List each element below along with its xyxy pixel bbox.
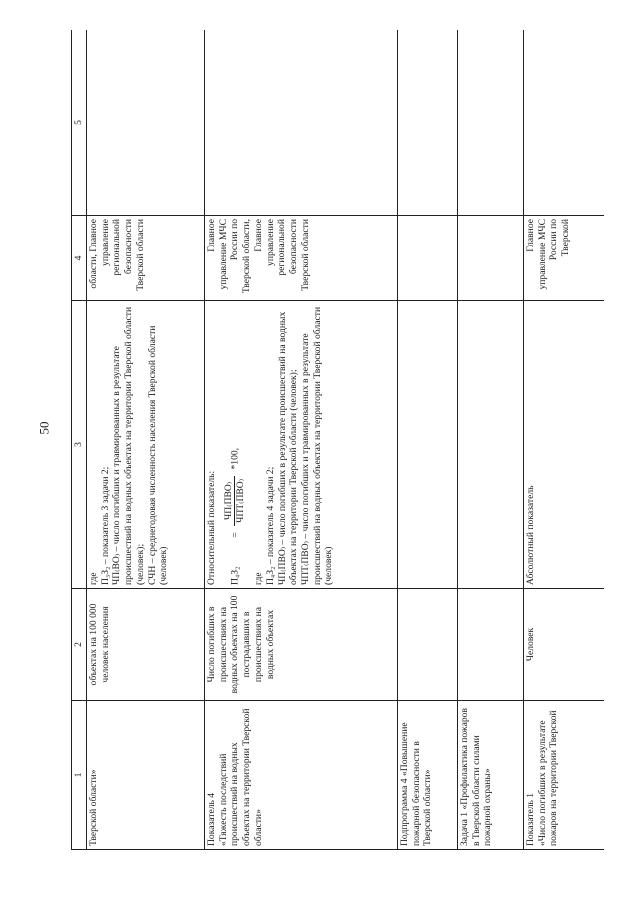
row2-indicator-text: «Тяжесть последствий происшествий на водных объектах на территории Тверской области» <box>217 708 264 846</box>
indicator-table <box>71 30 604 850</box>
row5-col5 <box>524 30 605 216</box>
row2-method-line: П₄З₂ – показатель 4 задачи 2; <box>264 466 276 585</box>
table-row <box>205 30 398 850</box>
rotated-table-area <box>71 30 604 850</box>
row1-col5 <box>87 30 205 216</box>
row2-indicator-title: Показатель 4 <box>206 792 217 846</box>
table-row <box>87 30 205 850</box>
row5-indicator-title: Показатель 1 <box>525 792 536 846</box>
row1-unit: объектах на 100 000 человек населения <box>87 589 205 701</box>
formula-equals: = <box>229 532 241 538</box>
formula-fraction <box>223 476 247 526</box>
formula-multiplier: *100, <box>229 447 241 470</box>
row2-unit: Число погибших в происшествиях на водных объектах на 100 пострадавших в происшествиях на водных объектах <box>205 589 398 701</box>
row1-source: области, Главное управление региональной безопасности Тверской области <box>87 216 205 301</box>
row4-col3 <box>458 301 524 589</box>
row2-indicator <box>205 701 398 850</box>
row3-col5 <box>398 30 458 216</box>
table-row <box>398 30 458 850</box>
row5-source: Главное управление МЧС России по Тверской <box>524 216 605 301</box>
row5-method: Абсолютный показатель <box>524 301 605 589</box>
header-col-1: 1 <box>72 701 87 850</box>
row1-method-line: П₃З₂ – показатель 3 задачи 2; <box>99 466 111 585</box>
row2-source: Главное управление МЧС России по Тверской области, Главное управление региональной безопасности Тверской области <box>205 216 398 301</box>
table-row <box>458 30 524 850</box>
row2-formula <box>223 304 247 585</box>
row3-col4 <box>398 216 458 301</box>
row2-method-line: ЧПТ₍ПВО₎ – число погибших и травмированных в результате происшествий на водных объектах на территории Тверской области (человек) <box>299 306 335 585</box>
row5-indicator <box>524 701 605 850</box>
row3-col2 <box>398 589 458 701</box>
row2-method <box>205 301 398 589</box>
row3-subprogram: Подпрограмма 4 «Повышение пожарной безопасности в Тверской области» <box>398 701 458 850</box>
formula-denominator: ЧПТ₍ПВО₎ <box>235 478 247 523</box>
header-col-2: 2 <box>72 589 87 701</box>
row2-method-line: где <box>253 572 265 585</box>
row1-indicator-name: Тверской области» <box>87 701 205 850</box>
row1-method-line: СЧН – среднегодовая численность населения Тверской области (человек) <box>146 325 170 585</box>
row1-method <box>87 301 205 589</box>
rotated-table-wrapper <box>71 30 604 850</box>
row2-col5 <box>205 30 398 216</box>
row2-method-intro: Относительный показатель: <box>206 470 217 585</box>
header-col-3: 3 <box>72 301 87 589</box>
header-col-4: 4 <box>72 216 87 301</box>
page-number: 50 <box>36 421 52 435</box>
row5-indicator-text: «Число погибших в результате пожаров на территории Тверской <box>536 710 560 846</box>
table-header-row <box>72 30 87 850</box>
row1-method-line: ЧП₍ВО₎ – число погибших и травмированных в результате происшествий на водных объектах на территории Тверской области (человек); <box>111 306 146 585</box>
row3-col3 <box>398 301 458 589</box>
row4-task: Задача 1 «Профилактика пожаров в Тверской области силами пожарной охраны» <box>458 701 524 850</box>
row1-method-line: где <box>88 572 99 585</box>
formula-numerator: ЧП₍ПВО₎ <box>223 476 236 526</box>
row4-col5 <box>458 30 524 216</box>
row4-col2 <box>458 589 524 701</box>
formula-lhs: П₄З₂ <box>229 566 241 585</box>
header-col-5: 5 <box>72 30 87 216</box>
row4-col4 <box>458 216 524 301</box>
row5-unit: Человек <box>524 589 605 701</box>
row2-method-line: ЧП₍ПВО₎ – число погибших в результате происшествий на водных объектах на территории Тверской области (человек); <box>276 311 300 585</box>
table-row <box>524 30 605 850</box>
